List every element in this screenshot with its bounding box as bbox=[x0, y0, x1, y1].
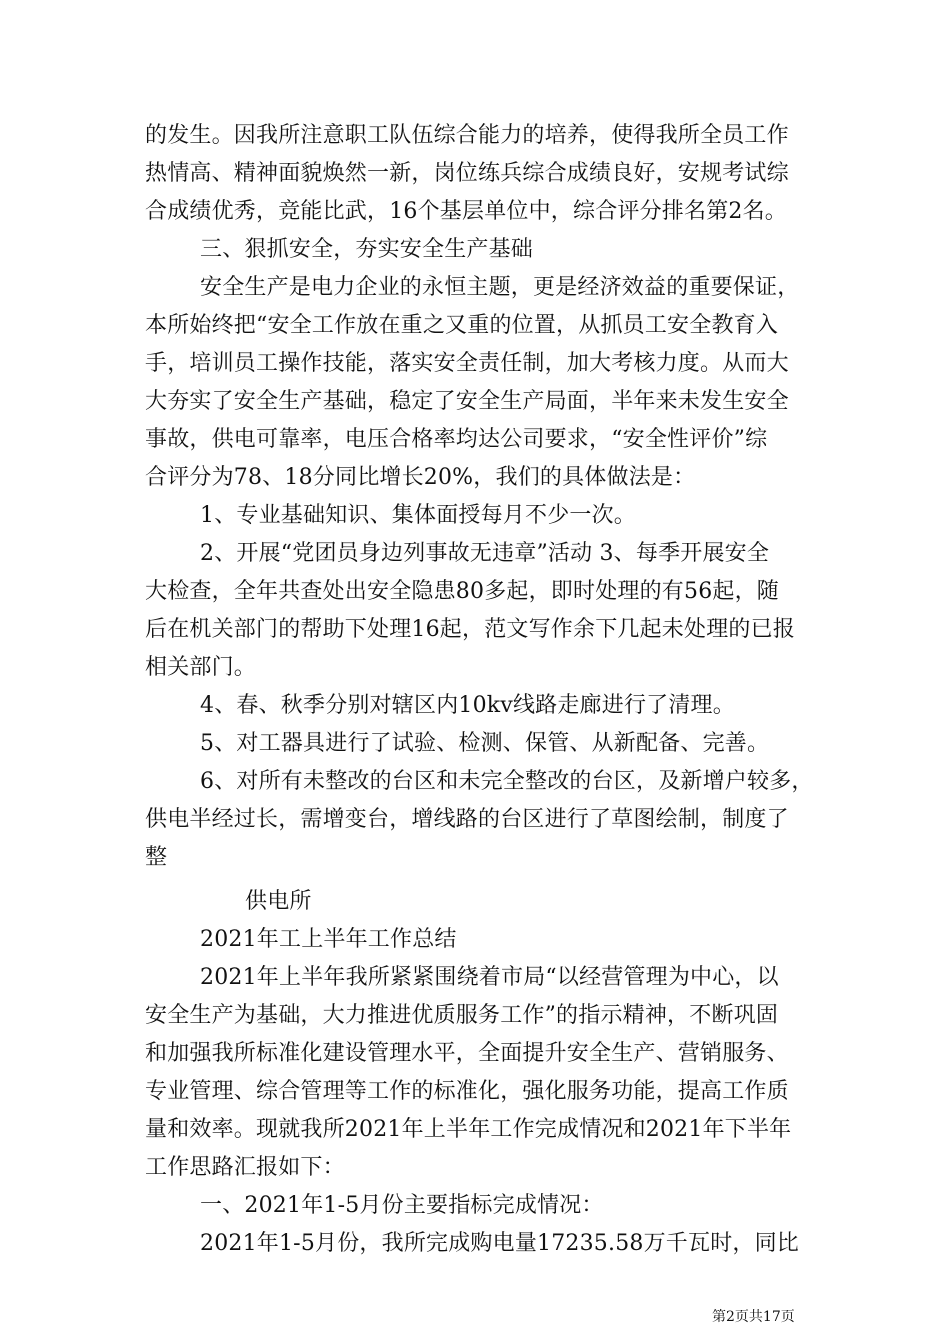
text-line: 相关部门。 bbox=[145, 655, 257, 680]
list-item: 2、开展“党团员身边列事故无违章”活动 3、每季开展安全 bbox=[200, 541, 770, 566]
text-line: 专业管理、综合管理等工作的标准化，强化服务功能，提高工作质 bbox=[145, 1079, 789, 1104]
text-line: 本所始终把“安全工作放在重之又重的位置，从抓员工安全教育入 bbox=[145, 313, 779, 338]
text-line: 安全生产为基础，大力推进优质服务工作”的指示精神，不断巩固 bbox=[145, 1003, 779, 1028]
section-heading: 三、狠抓安全，夯实安全生产基础 bbox=[200, 237, 534, 262]
text-line: 大夯实了安全生产基础，稳定了安全生产局面，半年来未发生安全 bbox=[145, 389, 789, 414]
text-line: 量和效率。现就我所2021年上半年工作完成情况和2021年下半年 bbox=[145, 1117, 792, 1142]
text-line: 后在机关部门的帮助下处理16起，范文写作余下几起未处理的已报 bbox=[145, 617, 795, 642]
text-line: 事故，供电可靠率，电压合格率均达公司要求，“安全性评价”综 bbox=[145, 427, 768, 452]
list-item: 1、专业基础知识、集体面授每月不少一次。 bbox=[200, 503, 636, 528]
text-line: 的发生。因我所注意职工队伍综合能力的培养，使得我所全员工作 bbox=[145, 123, 789, 148]
text-line: 合评分为78、18分同比增长20%，我们的具体做法是： bbox=[145, 465, 696, 490]
text-line: 2021年上半年我所紧紧围绕着市局“以经营管理为中心，以 bbox=[200, 965, 779, 990]
list-item: 4、春、秋季分别对辖区内10kv线路走廊进行了清理。 bbox=[200, 693, 735, 718]
page-number: 第2页共17页 bbox=[712, 1309, 795, 1325]
text-line: 手，培训员工操作技能，落实安全责任制，加大考核力度。从而大 bbox=[145, 351, 789, 376]
list-item: 5、对工器具进行了试验、检测、保管、从新配备、完善。 bbox=[200, 731, 770, 756]
report-title: 2021年工上半年工作总结 bbox=[200, 927, 457, 952]
text-line: 整 bbox=[145, 845, 168, 870]
section-heading: 一、2021年1-5月份主要指标完成情况： bbox=[200, 1193, 604, 1218]
text-line: 2021年1-5月份，我所完成购电量17235.58万千瓦时，同比 bbox=[200, 1231, 799, 1256]
text-line: 和加强我所标准化建设管理水平，全面提升安全生产、营销服务、 bbox=[145, 1041, 789, 1066]
list-item: 6、对所有未整改的台区和未完全整改的台区，及新增户较多， bbox=[200, 769, 814, 794]
text-line: 热情高、精神面貌焕然一新，岗位练兵综合成绩良好，安规考试综 bbox=[145, 161, 789, 186]
text-line: 工作思路汇报如下： bbox=[145, 1155, 345, 1180]
text-line: 合成绩优秀，竞能比武，16个基层单位中，综合评分排名第2名。 bbox=[145, 199, 787, 224]
report-org: 供电所 bbox=[245, 889, 312, 914]
text-line: 大检查，全年共查处出安全隐患80多起，即时处理的有56起，随 bbox=[145, 579, 779, 604]
text-line: 供电半经过长，需增变台，增线路的台区进行了草图绘制，制度了 bbox=[145, 807, 789, 832]
text-line: 安全生产是电力企业的永恒主题，更是经济效益的重要保证， bbox=[200, 275, 800, 300]
